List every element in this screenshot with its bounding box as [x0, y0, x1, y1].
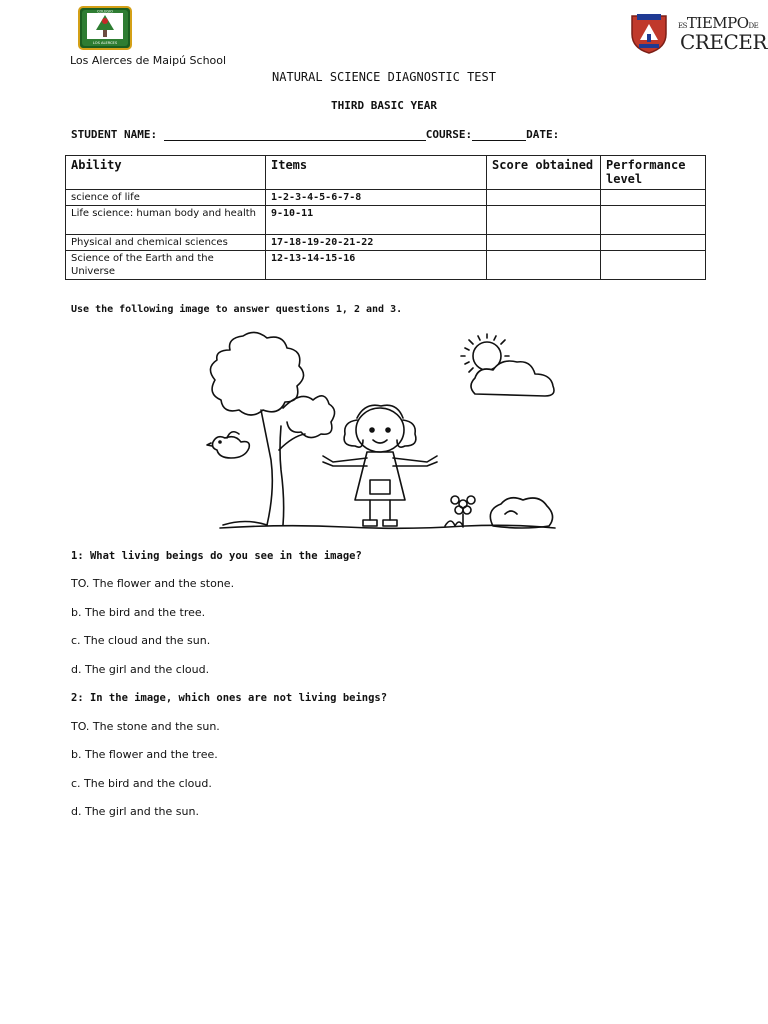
- nature-scene-illustration: [205, 330, 565, 535]
- question-1-option-b[interactable]: b. The bird and the tree.: [71, 606, 206, 619]
- level-cell[interactable]: [601, 251, 706, 280]
- ability-cell: Science of the Earth and the Universe: [66, 251, 266, 280]
- items-cell: 1-2-3-4-5-6-7-8: [266, 190, 487, 206]
- date-label: DATE:: [526, 128, 560, 141]
- school-crest-logo: [78, 6, 132, 50]
- course-field[interactable]: [472, 128, 526, 141]
- student-info-line: [71, 128, 559, 141]
- test-subtitle: THIRD BASIC YEAR: [331, 99, 437, 112]
- es-tiempo-de-crecer-logo: [678, 14, 767, 54]
- ability-table: [65, 155, 706, 280]
- score-cell[interactable]: [487, 206, 601, 235]
- instruction-text: Use the following image to answer questions 1, 2 and 3.: [71, 304, 403, 315]
- crest-top-text: COLEGIO: [97, 9, 113, 14]
- level-cell[interactable]: [601, 235, 706, 251]
- ability-cell: Life science: human body and health: [66, 206, 266, 235]
- table-row: [66, 235, 706, 251]
- school-name: Los Alerces de Maipú School: [70, 54, 227, 67]
- items-cell: 9-10-11: [266, 206, 487, 235]
- cloud-drawing: [471, 361, 554, 396]
- header-ability: Ability: [66, 156, 266, 190]
- ability-cell: science of life: [66, 190, 266, 206]
- test-title: NATURAL SCIENCE DIAGNOSTIC TEST: [272, 70, 496, 84]
- question-1-option-a[interactable]: TO. The flower and the stone.: [71, 577, 235, 590]
- question-2-option-c[interactable]: c. The bird and the cloud.: [71, 777, 212, 790]
- header-items: Items: [266, 156, 487, 190]
- table-row: [66, 206, 706, 235]
- crest-bottom-text: LOS ALERCES: [92, 41, 118, 45]
- table-row: [66, 190, 706, 206]
- flower-drawing: [445, 496, 475, 527]
- logo-text-es: ES: [678, 22, 687, 30]
- stone-drawing: [490, 498, 552, 528]
- level-cell[interactable]: [601, 190, 706, 206]
- question-1-option-d[interactable]: d. The girl and the cloud.: [71, 663, 210, 676]
- score-cell[interactable]: [487, 235, 601, 251]
- items-cell: 17-18-19-20-21-22: [266, 235, 487, 251]
- question-1: 1: What living beings do you see in the image?: [71, 550, 362, 562]
- items-cell: 12-13-14-15-16: [266, 251, 487, 280]
- question-2: 2: In the image, which ones are not living beings?: [71, 692, 388, 704]
- header-score: Score obtained: [487, 156, 601, 190]
- course-label: COURSE:: [425, 128, 473, 141]
- question-2-option-d[interactable]: d. The girl and the sun.: [71, 805, 199, 818]
- question-2-option-a[interactable]: TO. The stone and the sun.: [71, 720, 220, 733]
- shield-logo: [628, 10, 670, 54]
- score-cell[interactable]: [487, 190, 601, 206]
- girl-drawing: [323, 405, 437, 526]
- score-cell[interactable]: [487, 251, 601, 280]
- level-cell[interactable]: [601, 206, 706, 235]
- tree-drawing: [210, 332, 334, 525]
- logo-text-tiempo: TIEMPO: [686, 14, 749, 32]
- ability-cell: Physical and chemical sciences: [66, 235, 266, 251]
- logo-text-de: DE: [748, 22, 759, 30]
- table-header-row: [66, 156, 706, 190]
- logo-text-crecer: CRECER: [680, 30, 767, 54]
- question-1-option-c[interactable]: c. The cloud and the sun.: [71, 634, 211, 647]
- header-performance: Performance level: [601, 156, 706, 190]
- student-name-label: STUDENT NAME:: [71, 128, 158, 141]
- table-row: [66, 251, 706, 280]
- bird-drawing: [207, 432, 249, 458]
- question-2-option-b[interactable]: b. The flower and the tree.: [71, 748, 218, 761]
- student-name-field[interactable]: [164, 128, 426, 141]
